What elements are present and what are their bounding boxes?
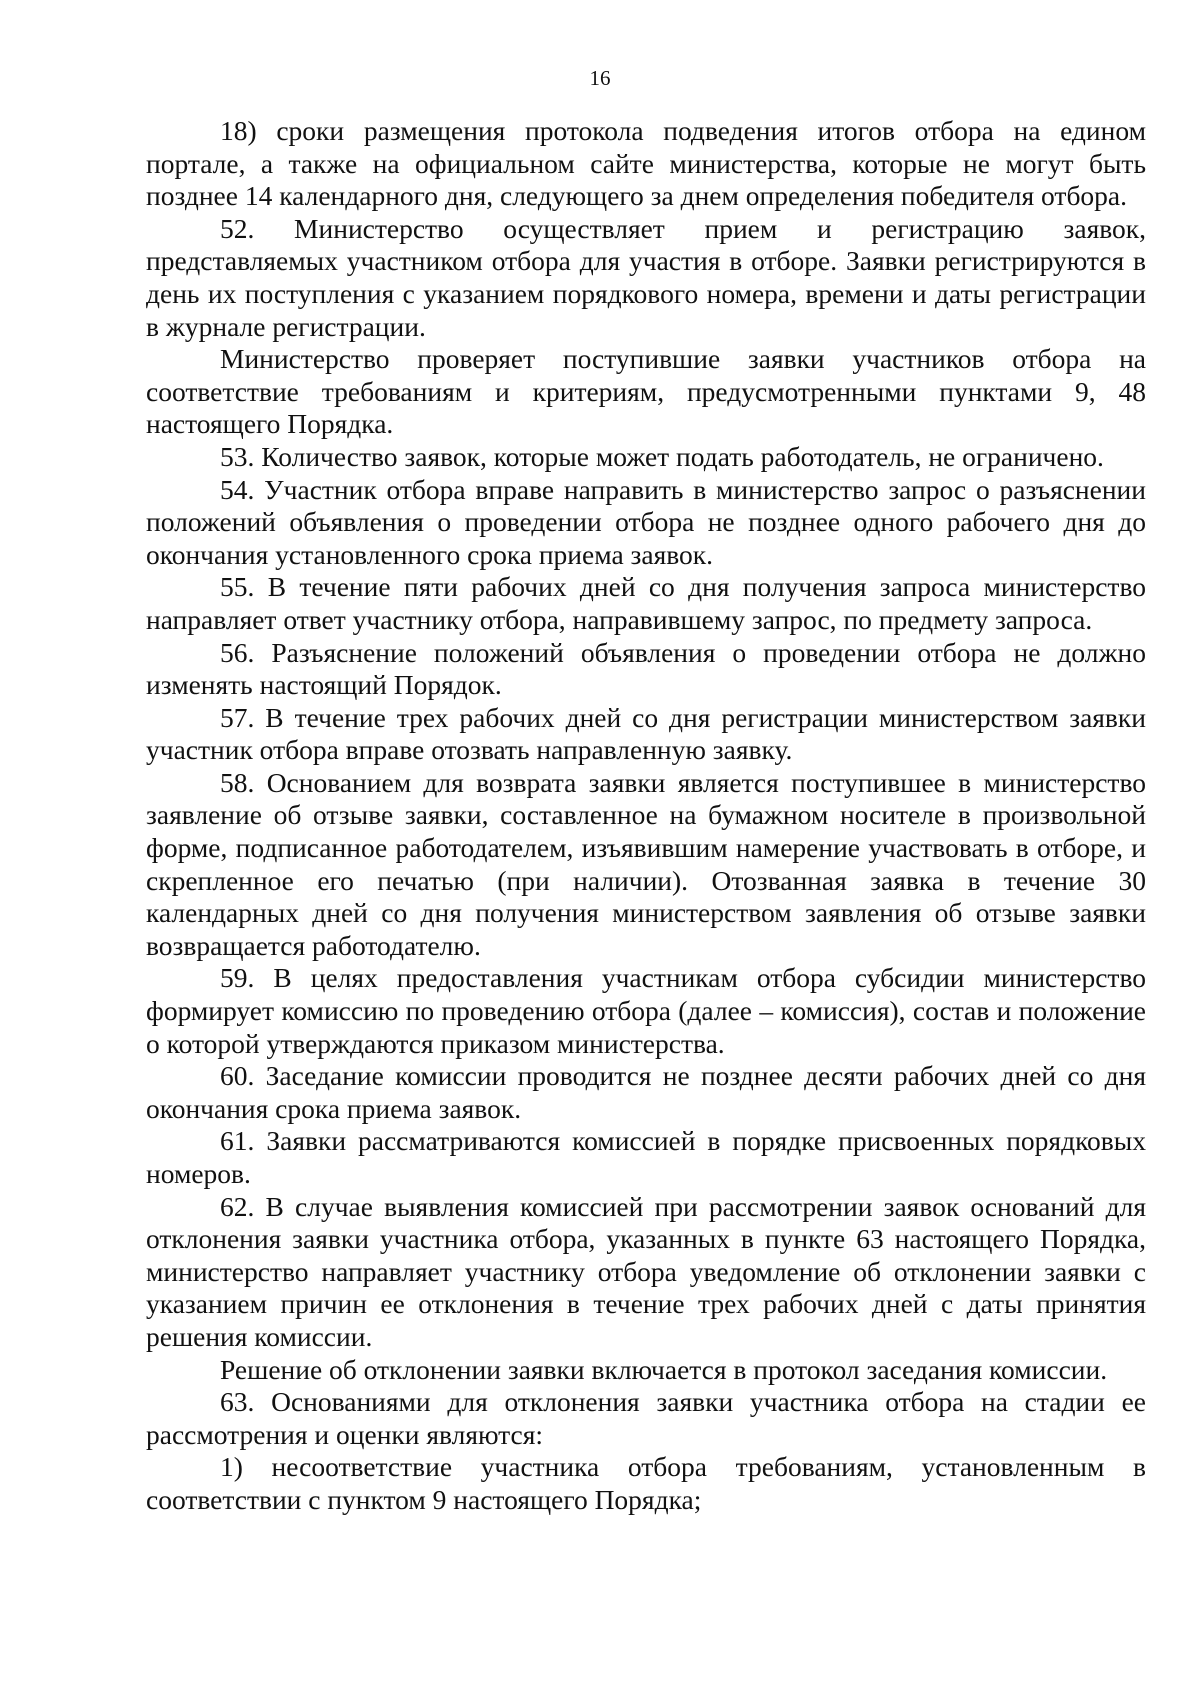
page-number: 16 <box>589 66 611 90</box>
paragraph-61: 61. Заявки рассматриваются комиссией в порядке присвоенных порядковых номеров. <box>146 1125 1146 1189</box>
paragraph-item-18: 18) сроки размещения протокола подведения итогов отбора на едином портале, а также на официальном сайте министерства, которые не могут быть позднее 14 календарного дня, следующего за днем определения победителя отбора. <box>146 115 1146 212</box>
paragraph-55: 55. В течение пяти рабочих дней со дня получения запроса министерство направляет ответ участнику отбора, направившему запрос, по предмету запроса. <box>146 571 1146 635</box>
paragraph-63-item-1: 1) несоответствие участника отбора требованиям, установленным в соответствии с пунктом 9 настоящего Порядка; <box>146 1451 1146 1515</box>
paragraph-63: 63. Основаниями для отклонения заявки участника отбора на стадии ее рассмотрения и оценки являются: <box>146 1386 1146 1450</box>
paragraph-58: 58. Основанием для возврата заявки является поступившее в министерство заявление об отзыве заявки, составленное на бумажном носителе в произвольной форме, подписанное работодателем, изъявившим намерение участвовать в отборе, и скрепленное его печатью (при наличии). Отозванная заявка в течение 30 календарных дней со дня получения министерством заявления об отзыве заявки возвращается работодателю. <box>146 766 1146 961</box>
paragraph-57: 57. В течение трех рабочих дней со дня регистрации министерством заявки участник отбора вправе отозвать направленную заявку. <box>146 701 1146 766</box>
paragraph-62: 62. В случае выявления комиссией при рассмотрении заявок оснований для отклонения заявки участника отбора, указанных в пункте 63 настоящего Порядка, министерство направляет участнику отбора уведомление об отклонении заявки с указанием причин ее отклонения в течение трех рабочих дней с даты принятия решения комиссии. <box>146 1190 1146 1352</box>
paragraph-59: 59. В целях предоставления участникам отбора субсидии министерство формирует комиссию по проведению отбора (далее – комиссия), состав и положение о которой утверждаются приказом министерства. <box>146 962 1146 1059</box>
paragraph-52: 52. Министерство осуществляет прием и регистрацию заявок, представляемых участником отбора для участия в отборе. Заявки регистрируются в день их поступления с указанием порядкового номера, времени и даты регистрации в журнале регистрации. <box>146 212 1146 342</box>
paragraph-52-continued: Министерство проверяет поступившие заявки участников отбора на соответствие требованиям и критериям, предусмотренными пунктами 9, 48 настоящего Порядка. <box>146 343 1146 440</box>
document-body <box>146 115 1146 1517</box>
paragraph-60: 60. Заседание комиссии проводится не позднее десяти рабочих дней со дня окончания срока приема заявок. <box>146 1060 1146 1124</box>
paragraph-53: 53. Количество заявок, которые может подать работодатель, не ограничено. <box>220 440 1104 472</box>
paragraph-54: 54. Участник отбора вправе направить в министерство запрос о разъяснении положений объявления о проведении отбора не позднее одного рабочего дня до окончания установленного срока приема заявок. <box>146 473 1146 570</box>
paragraph-56: 56. Разъяснение положений объявления о проведении отбора не должно изменять настоящий Порядок. <box>146 636 1146 701</box>
paragraph-62-continued: Решение об отклонении заявки включается в протокол заседания комиссии. <box>220 1353 1108 1385</box>
